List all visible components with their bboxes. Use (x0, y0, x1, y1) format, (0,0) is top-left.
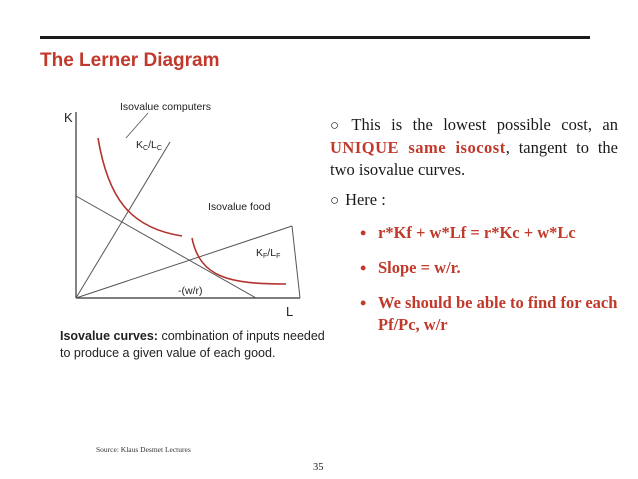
bullet-list (364, 222, 618, 336)
slide-title: The Lerner Diagram (40, 50, 220, 71)
paragraph-1 (330, 114, 618, 181)
circle-bullet-icon: ○ (330, 118, 346, 134)
ray-f-label: KF/LF (256, 247, 281, 260)
page-number: 35 (313, 462, 324, 473)
here-label: Here : (345, 190, 386, 209)
isovalue-computers-curve (98, 138, 182, 236)
isovalue-computers-label: Isovalue computers (120, 101, 212, 113)
source-note: Source: Klaus Desmet Lectures (96, 445, 191, 454)
lerner-figure (60, 98, 322, 319)
isovalue-food-label: Isovalue food (208, 201, 271, 213)
isovalue-food-curve (192, 238, 286, 284)
ray-computers (76, 142, 170, 298)
slope-label: -(w/r) (178, 285, 203, 297)
ray-c-label: KC/LC (136, 139, 162, 152)
circle-bullet-icon: ○ (330, 193, 340, 209)
x-axis-label: L (286, 304, 294, 319)
p1-plain-1: This is the lowest possible cost, an (351, 115, 618, 134)
p1-red: UNIQUE same isocost (330, 138, 506, 157)
p1-plain-2: , tangent to the two isovalue curves. (330, 138, 618, 179)
computers-leader (126, 113, 148, 138)
right-text-block (330, 114, 618, 349)
lerner-diagram-svg (60, 98, 322, 319)
caption-bold: Isovalue curves: (60, 329, 158, 343)
top-rule (40, 36, 590, 39)
figure-caption (60, 328, 330, 362)
here-line (330, 189, 618, 212)
bullet-slope: • Slope = w/r. (364, 257, 618, 279)
right-guide-line (292, 226, 300, 298)
caption-rest: combination of inputs needed to produce a given value of each good. (60, 329, 325, 360)
bullet-equation: • r*Kf + w*Lf = r*Kc + w*Lc (364, 222, 618, 244)
bullet-find: • We should be able to find for each Pf/Pc, w/r (364, 292, 618, 336)
y-axis-label: K (64, 110, 73, 125)
